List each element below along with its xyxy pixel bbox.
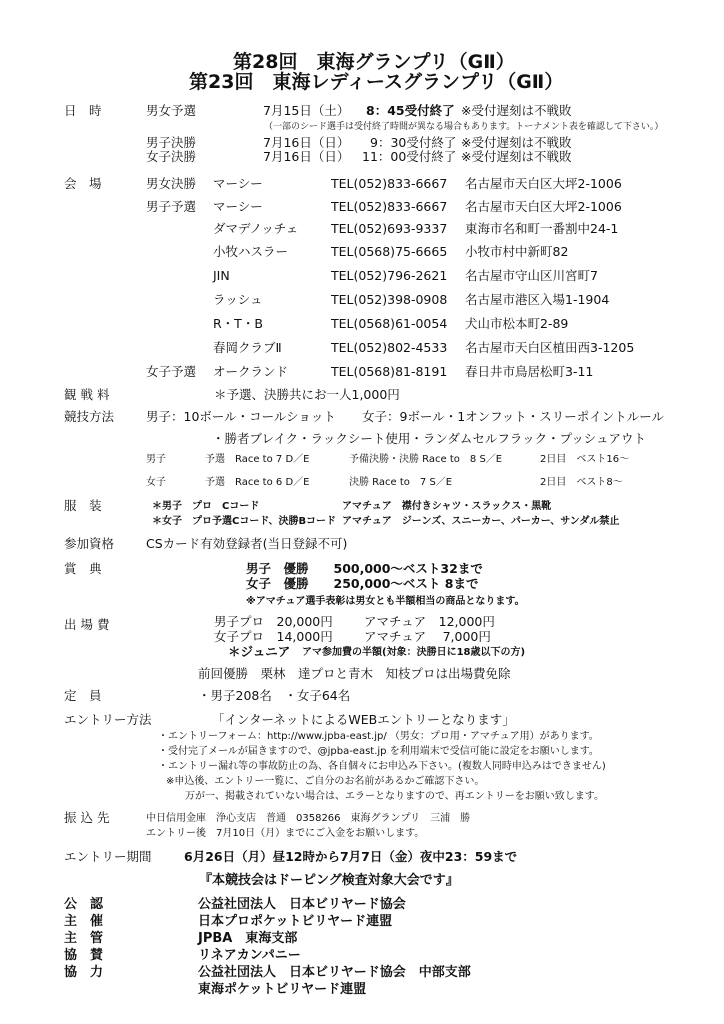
venue-address: 名古屋市港区入場1-1904: [465, 292, 610, 307]
schedule-date-3: 7月16日（日）: [263, 149, 350, 164]
venue-tel: TEL(052)833-6667: [331, 199, 448, 214]
venue-tel: TEL(052)398-0908: [331, 292, 448, 307]
venue-name: R・T・B: [213, 316, 263, 331]
venue-address: 春日井市鳥居松町3-11: [465, 364, 594, 379]
fee-men-pro: 男子プロ 20,000円: [214, 614, 333, 629]
org-name: リネアカンパニー: [198, 948, 301, 963]
venue-tel: TEL(0568)75-6665: [331, 244, 448, 259]
venue-category: 女子予選: [146, 364, 197, 379]
venue-name: マーシー: [213, 199, 263, 214]
org-name: 公益社団法人 日本ビリヤード協会: [198, 897, 406, 912]
venue-tel: TEL(052)833-6667: [331, 176, 448, 191]
venue-name: ラッシュ: [213, 292, 263, 307]
venue-address: 名古屋市天白区植田西3-1205: [465, 340, 635, 355]
schedule-date-2: 7月16日（日）: [263, 135, 350, 150]
venue-name: 春岡クラブⅡ: [213, 340, 282, 355]
venue-address: 名古屋市天白区大坪2-1006: [465, 199, 622, 214]
venue-address: 名古屋市守山区川宮町7: [465, 268, 598, 283]
org-role: 公 認: [64, 897, 104, 912]
entry-item: ・エントリーフォーム：http://www.jpba-east.jp/ （男女：プロ用・アマチュア用）があります。: [158, 731, 599, 742]
venue-tel: TEL(052)693-9337: [331, 221, 448, 236]
format-men-final: 予備決勝・決勝 Race to 8 S／E: [349, 454, 503, 465]
entry-item: 万が一、掲載されていない場合は、エラーとなりますので、再エントリーをお願い致します。: [185, 791, 604, 802]
format-men-label: 男子: [146, 454, 166, 465]
venue-address: 名古屋市天白区大坪2-1006: [465, 176, 622, 191]
schedule-note-2: ※受付遅刻は不戦敗: [461, 135, 572, 150]
capacity-label: 定 員: [64, 688, 102, 703]
venue-tel: TEL(052)796-2621: [331, 268, 448, 283]
schedule-note-1: ※受付遅刻は不戦敗: [461, 103, 572, 118]
venue-address: 東海市名和町一番割中24-1: [465, 221, 619, 236]
title-line-2: 第23回 東海レディースグランプリ（GⅡ）: [189, 71, 564, 93]
schedule-category-2: 男子決勝: [146, 135, 197, 150]
prize-note: ※アマチュア選手表彰は男女とも半額相当の商品となります。: [246, 596, 525, 607]
venue-name: ダマデノッチェ: [213, 221, 299, 236]
entry-label: エントリー方法: [64, 712, 152, 727]
doping-notice: 『本競技会はドーピング検査対象大会です』: [199, 873, 459, 888]
venue-address: 犬山市松本町2-89: [465, 316, 569, 331]
schedule-note-3: ※受付遅刻は不戦敗: [461, 149, 572, 164]
prize-label: 賞 典: [64, 561, 102, 576]
venue-label: 会 場: [64, 176, 102, 191]
entry-headline: 「インターネットによるWEBエントリーとなります」: [212, 712, 515, 727]
fee-am-2: アマチュア 7,000円: [364, 629, 491, 644]
format-rules: ・勝者ブレイク・ラックシート使用・ランダムセルフラック・プッシュアウト: [212, 431, 647, 446]
org-role: 主 管: [64, 931, 104, 946]
org-name: 東海ポケットビリヤード連盟: [198, 982, 367, 997]
org-name: JPBA 東海支部: [198, 931, 298, 946]
admission-value: ＊予選、決勝共にお一人1,000円: [214, 387, 400, 402]
entry-item: ・エントリー漏れ等の事故防止の為、各自個々にお申込み下さい。(複数人同時申込みはできません): [158, 761, 606, 772]
format-women-qual: 予選 Race to 6 D／E: [205, 477, 310, 488]
capacity-value: ・男子208名 ・女子64名: [198, 688, 351, 703]
format-women-label: 女子: [146, 477, 166, 488]
venue-name: オークランド: [213, 364, 289, 379]
venue-category: 男子予選: [146, 199, 197, 214]
schedule-time-1: 8：45受付終了: [366, 103, 455, 118]
org-name: 公益社団法人 日本ビリヤード協会 中部支部: [198, 965, 471, 980]
venue-name: JIN: [213, 268, 230, 283]
org-name: 日本プロポケットビリヤード連盟: [198, 914, 393, 929]
format-men: 男子：10ボール・コールショット: [146, 409, 336, 424]
format-men-day2: 2日目 ベスト16～: [540, 454, 630, 465]
dress-women-pro: ＊女子 プロ予選Cコード、決勝Bコード: [152, 516, 337, 527]
org-role: 協 力: [64, 965, 104, 980]
venue-name: マーシー: [213, 176, 263, 191]
venue-tel: TEL(052)802-4533: [331, 340, 448, 355]
entry-item: ※申込後、エントリー一覧に、ご自分のお名前があるかご確認下さい。: [166, 776, 485, 787]
venue-tel: TEL(0568)61-0054: [331, 316, 448, 331]
schedule-category-3: 女子決勝: [146, 149, 197, 164]
title-line-1: 第28回 東海グランプリ（GⅡ）: [233, 51, 515, 73]
schedule-time-3: 11：00受付終了: [362, 149, 457, 164]
eligibility-label: 参加資格: [64, 536, 115, 551]
transfer-label: 振 込 先: [64, 810, 110, 825]
entry-item: ・受付完了メールが届きますので、@jpba-east.jp を利用端末で受信可能に設定をお願いします。: [158, 746, 599, 757]
transfer-bank: 中日信用金庫 浄心支店 普通 0358266 東海グランプリ 三浦 勝: [146, 813, 471, 824]
fee-label: 出 場 費: [64, 617, 110, 632]
period-label: エントリー期間: [64, 849, 152, 864]
fee-women-pro: 女子プロ 14,000円: [214, 629, 333, 644]
schedule-category-1: 男女予選: [146, 103, 197, 118]
format-women-final: 決勝 Race to 7 S／E: [349, 477, 453, 488]
format-women: 女子：9ボール・1オンフット・スリーポイントルール: [362, 409, 665, 424]
format-label: 競技方法: [64, 409, 115, 424]
admission-label: 観 戦 料: [64, 387, 110, 402]
transfer-note: エントリー後 7月10日（月）までにご入金をお願いします。: [146, 828, 425, 839]
venue-name: 小牧ハスラー: [213, 244, 289, 259]
schedule-date-1: 7月15日（土）: [263, 103, 350, 118]
prize-men: 男子 優勝 500,000～ベスト32まで: [246, 561, 483, 576]
fee-am-1: アマチュア 12,000円: [364, 614, 495, 629]
org-role: 主 催: [64, 914, 104, 929]
format-women-day2: 2日目 ベスト8～: [540, 477, 623, 488]
org-role: 協 賛: [64, 948, 104, 963]
prize-women: 女子 優勝 250,000～ベスト 8まで: [246, 576, 479, 591]
schedule-seed-note: （一部のシード選手は受付終了時間が異なる場合もあります。トーナメント表を確認して下さい。）: [264, 122, 664, 132]
dress-men-am: アマチュア 襟付きシャツ・スラックス・黒靴: [342, 501, 552, 512]
format-men-qual: 予選 Race to 7 D／E: [205, 454, 310, 465]
venue-tel: TEL(0568)81-8191: [331, 364, 448, 379]
schedule-label: 日 時: [64, 103, 102, 118]
dress-women-am: アマチュア ジーンズ、スニーカー、パーカー、サンダル禁止: [342, 516, 620, 527]
fee-junior-note: アマ参加費の半額(対象：決勝日に18歳以下の方): [302, 647, 526, 658]
venue-category: 男女決勝: [146, 176, 197, 191]
fee-exempt: 前回優勝 栗林 達プロと青木 知枝プロは出場費免除: [198, 666, 511, 681]
fee-junior-mark: ＊ジュニア: [228, 644, 291, 659]
dress-label: 服 装: [64, 498, 102, 513]
dress-men-pro: ＊男子 プロ Cコード: [152, 501, 260, 512]
period-value: 6月26日（月）昼12時から7月7日（金）夜中23：59まで: [184, 849, 518, 864]
venue-address: 小牧市村中新町82: [465, 244, 569, 259]
eligibility-value: CSカード有効登録者(当日登録不可): [146, 536, 348, 551]
schedule-time-2: 9：30受付終了: [370, 135, 457, 150]
